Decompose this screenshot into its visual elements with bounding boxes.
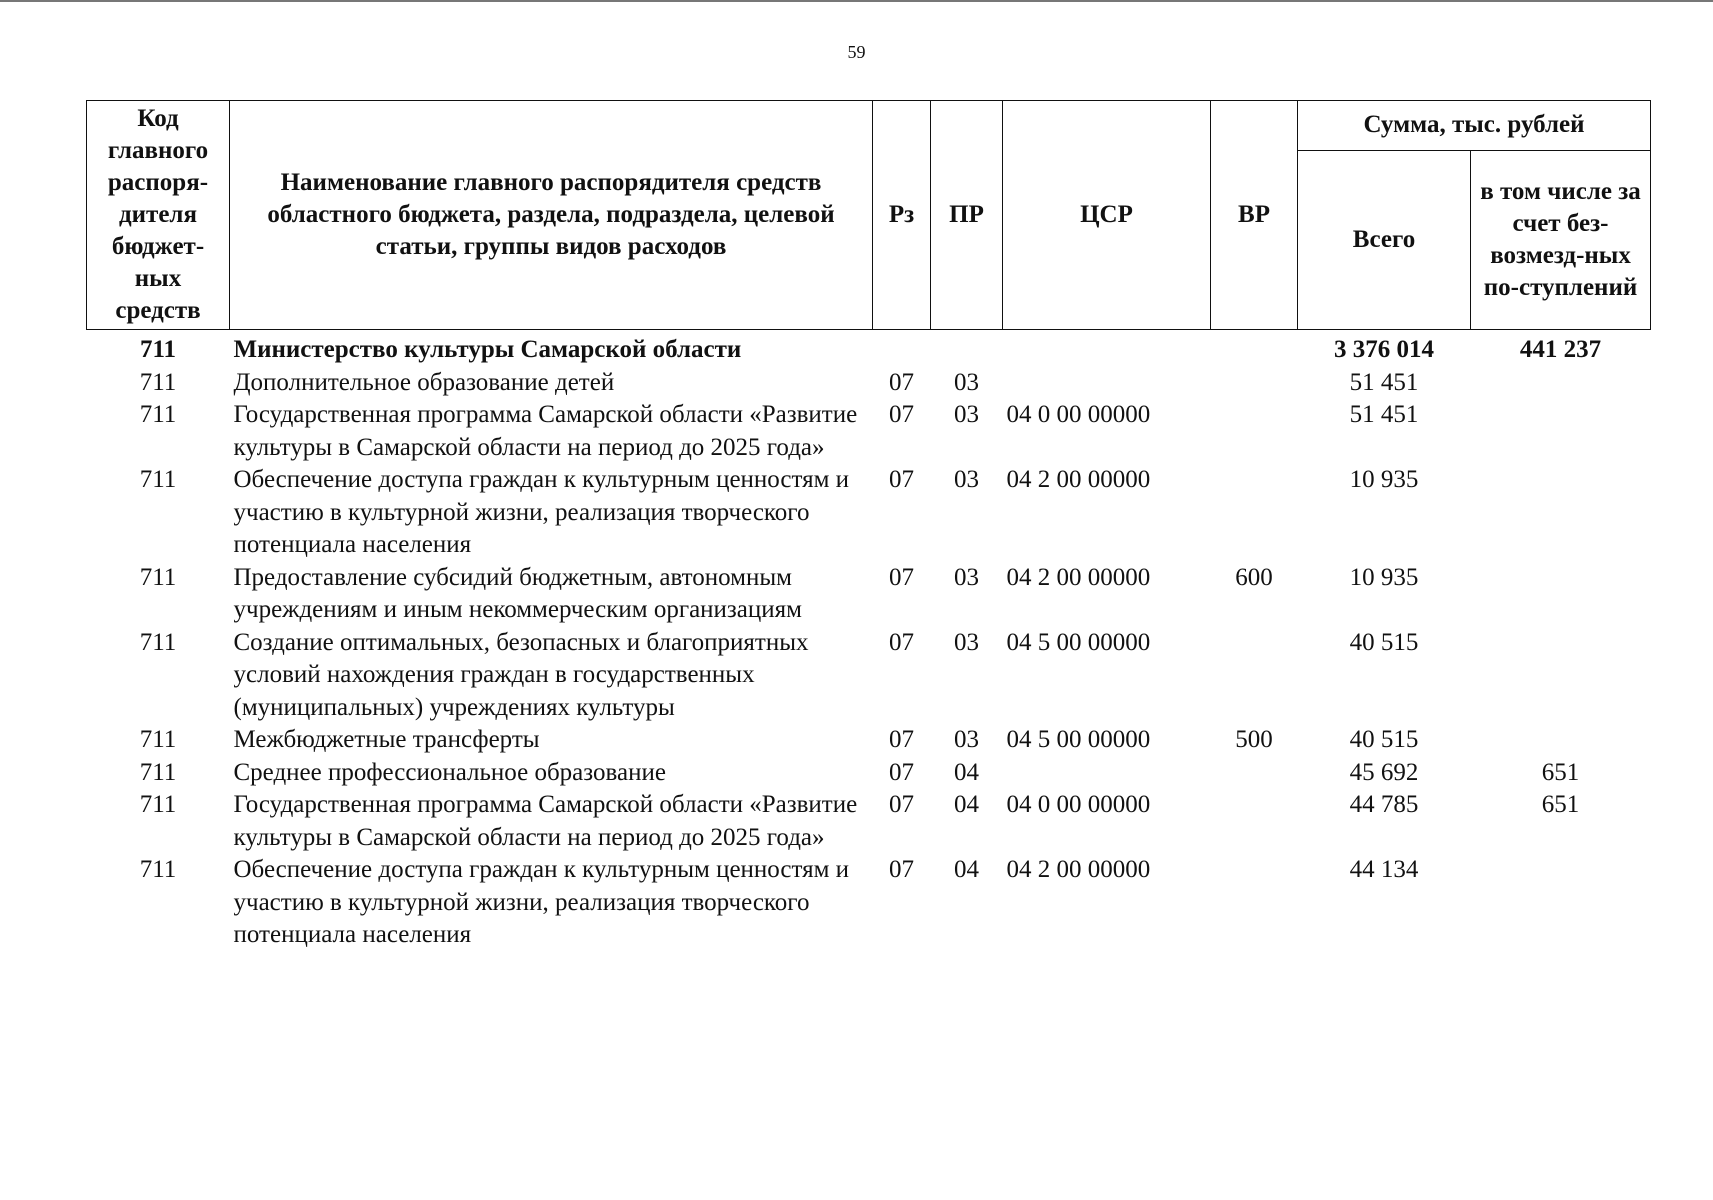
table-header (87, 101, 1651, 330)
cell-name: Государственная программа Самарской области «Развитие культуры в Самарской области на период до 2025 года» (233, 401, 858, 461)
cell-code: 711 (139, 368, 177, 396)
cell-vr: 500 (1235, 726, 1273, 753)
cell-grant (1471, 399, 1651, 464)
cell-name: Министерство культуры Самарской области (233, 336, 742, 363)
header-sum: Сумма, тыс. рублей (1298, 101, 1651, 151)
cell-rz: 07 (889, 856, 914, 883)
cell-grant (1471, 562, 1651, 627)
cell-code: 711 (139, 336, 177, 363)
cell-rz: 07 (889, 791, 914, 818)
cell-code: 711 (139, 726, 177, 753)
cell-total: 44 785 (1349, 791, 1419, 818)
cell-vr (1211, 399, 1298, 464)
table-row (87, 367, 1651, 400)
cell-rz: 07 (889, 758, 914, 786)
cell-total: 10 935 (1349, 563, 1419, 591)
cell-code: 711 (139, 791, 177, 818)
page-number: 59 (847, 42, 866, 62)
budget-table (86, 100, 1651, 952)
cell-grant (1471, 627, 1651, 725)
cell-name: Дополнительное образование детей (233, 368, 615, 396)
cell-grant: 651 (1541, 791, 1580, 818)
cell-grant (1471, 854, 1651, 952)
cell-vr: 600 (1235, 563, 1273, 591)
header-pr: ПР (931, 101, 1003, 330)
header-code: Код главного распоря-дителя бюджет-ных средств (87, 101, 230, 330)
cell-csr (1003, 330, 1211, 367)
cell-name: Обеспечение доступа граждан к культурным ценностям и участию в культурной жизни, реализация творческого потенциала населения (233, 856, 850, 948)
cell-total: 40 515 (1349, 628, 1419, 656)
cell-code: 711 (139, 856, 177, 883)
cell-grant (1471, 367, 1651, 400)
cell-name: Создание оптимальных, безопасных и благоприятных условий нахождения граждан в государственных (муниципальных) учреждениях культуры (233, 628, 809, 721)
header-name: Наименование главного распорядителя средств областного бюджета, раздела, подраздела, целевой статьи, группы видов расходов (230, 101, 873, 330)
cell-total: 45 692 (1349, 758, 1419, 786)
cell-vr (1211, 330, 1298, 367)
cell-vr (1211, 464, 1298, 562)
cell-rz: 07 (889, 563, 914, 591)
cell-name: Обеспечение доступа граждан к культурным ценностям и участию в культурной жизни, реализация творческого потенциала населения (233, 466, 850, 558)
cell-vr (1211, 367, 1298, 400)
cell-pr: 03 (954, 466, 979, 493)
cell-csr: 04 5 00 00000 (1006, 628, 1151, 656)
top-rule (0, 0, 1713, 2)
cell-vr (1211, 757, 1298, 790)
cell-pr: 04 (954, 856, 979, 883)
cell-csr: 04 2 00 00000 (1006, 563, 1151, 591)
cell-total: 40 515 (1349, 726, 1419, 753)
header-rz: Рз (873, 101, 931, 330)
cell-csr (1003, 367, 1211, 400)
table-row (87, 562, 1651, 627)
cell-total: 51 451 (1349, 401, 1419, 428)
cell-total: 44 134 (1349, 856, 1419, 883)
cell-total: 3 376 014 (1334, 336, 1434, 363)
table-row (87, 757, 1651, 790)
table-row (87, 789, 1651, 854)
cell-rz: 07 (889, 726, 914, 753)
cell-pr: 03 (954, 401, 979, 428)
table-row (87, 627, 1651, 725)
cell-name: Среднее профессиональное образование (233, 758, 666, 786)
header-total: Всего (1298, 150, 1471, 329)
cell-name: Межбюджетные трансферты (233, 726, 540, 753)
cell-rz: 07 (889, 466, 914, 493)
cell-pr: 03 (954, 368, 979, 396)
cell-code: 711 (139, 758, 177, 786)
cell-name: Государственная программа Самарской области «Развитие культуры в Самарской области на период до 2025 года» (233, 791, 858, 851)
cell-csr: 04 2 00 00000 (1006, 466, 1151, 493)
cell-pr: 03 (954, 726, 979, 753)
header-csr: ЦСР (1003, 101, 1211, 330)
table-row (87, 399, 1651, 464)
cell-total: 10 935 (1349, 466, 1419, 493)
cell-total: 51 451 (1349, 368, 1419, 396)
cell-code: 711 (139, 628, 177, 656)
cell-name: Предоставление субсидий бюджетным, автономным учреждениям и иным некоммерческим организациям (233, 563, 802, 623)
cell-csr: 04 5 00 00000 (1006, 726, 1151, 753)
table-body (87, 330, 1651, 952)
cell-vr (1211, 854, 1298, 952)
cell-pr: 04 (954, 791, 979, 818)
cell-code: 711 (139, 563, 177, 591)
cell-code: 711 (139, 466, 177, 493)
cell-csr: 04 0 00 00000 (1006, 791, 1151, 818)
table-row (87, 330, 1651, 367)
table-row (87, 464, 1651, 562)
cell-code: 711 (139, 401, 177, 428)
cell-vr (1211, 627, 1298, 725)
cell-grant: 441 237 (1519, 336, 1602, 363)
cell-grant (1471, 464, 1651, 562)
cell-vr (1211, 789, 1298, 854)
cell-rz: 07 (889, 368, 914, 396)
cell-rz: 07 (889, 401, 914, 428)
cell-csr: 04 2 00 00000 (1006, 856, 1151, 883)
cell-pr (931, 330, 1003, 367)
cell-rz: 07 (889, 628, 914, 656)
cell-pr: 03 (954, 628, 979, 656)
cell-grant: 651 (1541, 758, 1580, 786)
cell-pr: 03 (954, 563, 979, 591)
cell-pr: 04 (954, 758, 979, 786)
cell-grant (1471, 724, 1651, 757)
cell-rz (873, 330, 931, 367)
table-row (87, 724, 1651, 757)
table-row (87, 854, 1651, 952)
header-grant: в том числе за счет без-возмезд-ных по-ступлений (1471, 150, 1651, 329)
cell-csr (1003, 757, 1211, 790)
cell-csr: 04 0 00 00000 (1006, 401, 1151, 428)
header-vr: ВР (1211, 101, 1298, 330)
